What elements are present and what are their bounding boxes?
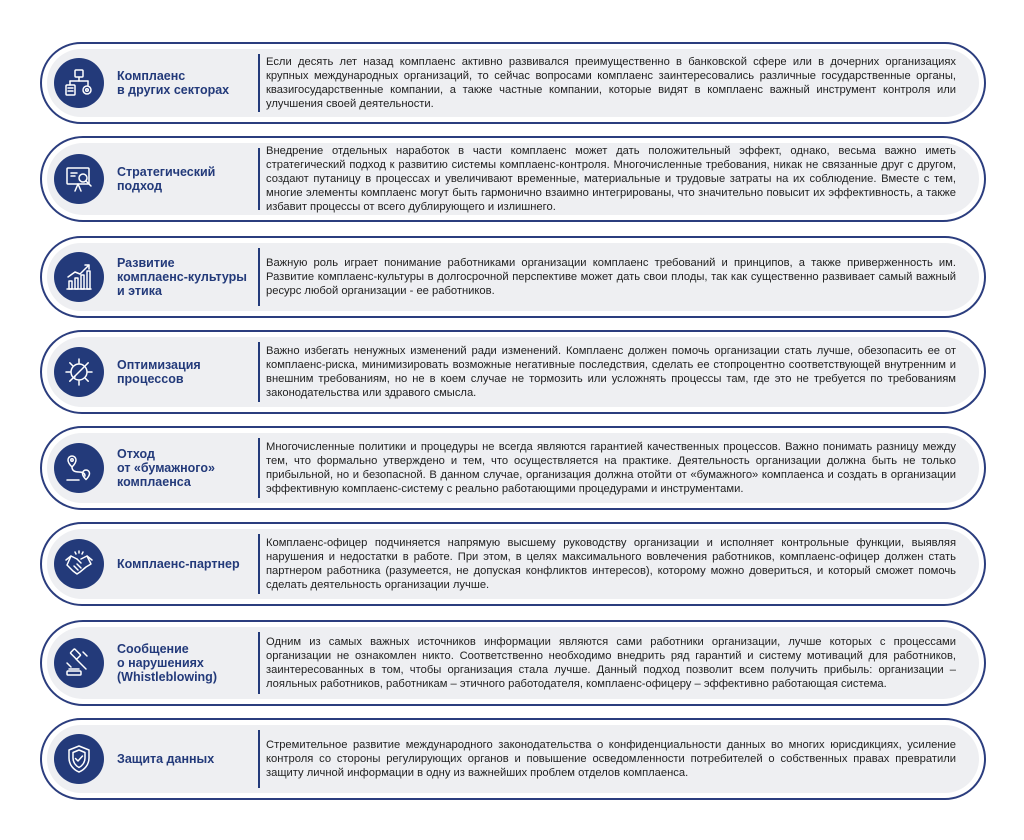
list-item	[40, 136, 986, 222]
divider	[258, 730, 260, 788]
item-title: Сообщение о нарушениях (Whistleblowing)	[117, 642, 217, 684]
item-description: Одним из самых важных источников информации являются сами работники организации, лучше которых с процессами организации не ознакомлен никто. Соответственно необходимо внедрить ряд гарантий и систему мотиваций для работников, заинтересованных в том, чтобы организация стала лучше. Данный подход позволит всем получить прибыль: организации – лояльных работников, работникам – этичного работодателя, комплаенс-офицеру – эффективно работающая система.	[266, 636, 956, 690]
item-title: Оптимизация процессов	[117, 358, 201, 386]
divider	[258, 534, 260, 594]
org-structure-icon	[54, 58, 104, 108]
divider	[258, 342, 260, 402]
list-item	[40, 330, 986, 414]
gear-pencil-icon	[54, 347, 104, 397]
divider	[258, 248, 260, 306]
list-item	[40, 236, 986, 318]
list-item	[40, 522, 986, 606]
list-item	[40, 718, 986, 800]
item-description: Стремительное развитие международного законодательства о конфиденциальности данных во многих юрисдикциях, усиление контроля со стороны регулирующих органов и повышение осведомленности потребителей о собственных правах превратили защиту личной информации в одну из важнейших проблем отделов комплаенса.	[266, 739, 956, 779]
divider	[258, 632, 260, 694]
presentation-search-icon	[54, 154, 104, 204]
item-description: Важно избегать ненужных изменений ради изменений. Комплаенс должен помочь организации стать лучше, обезопасить ее от комплаенс-риска, минимизировать возможные негативные последствия, сделать ее стопроцентно соответствующей внутренним и внешним требованиям, но не в коем случае не тормозить или усложнять процессы там, где это не требуется по требованиям законодательства или здравого смысла.	[266, 345, 956, 399]
shield-check-icon	[54, 734, 104, 784]
handshake-icon	[54, 539, 104, 589]
item-description: Важную роль играет понимание работниками организации комплаенс требований и принципов, а также приверженность им. Развитие комплаенс-культуры в долгосрочной перспективе может дать свои плоды, так как существенно развивает самый важный ресурс любой организации - ее работников.	[266, 257, 956, 297]
divider	[258, 54, 260, 112]
divider	[258, 148, 260, 210]
item-title: Защита данных	[117, 752, 215, 766]
item-title: Отход от «бумажного» комплаенса	[117, 447, 215, 489]
item-description: Внедрение отдельных наработок в части комплаенс может дать положительный эффект, однако, весьма важно иметь стратегический подход к развитию системы комплаенс-контроля. Многочисленные требования, никак не связанные друг с другом, создают путаницу в процессах и увеличивают временные, материальные и трудовые затраты на их соблюдение. Вместе с тем, многие элементы комплаенс могут быть гармонично взаимно интегрированы, что значительно повысит их эффективность, а также избавит процессы от всего дублирующего и излишнего.	[266, 145, 956, 213]
item-title: Комплаенс в других секторах	[117, 69, 230, 97]
list-item	[40, 42, 986, 124]
item-description: Многочисленные политики и процедуры не всегда являются гарантией качественных процессов. Важно понимать разницу между тем, что формально утверждено и тем, что осуществляется на практике. Деятельность организации должна быть не только прибыльной, но и безопасной. В данном случае, организация должна отойти от «бумажного» комплаенса и создать в организации эффективную комплаенс-систему с реально работающими процедурами и инструментами.	[266, 441, 956, 495]
list-item	[40, 426, 986, 510]
list-item	[40, 620, 986, 706]
divider	[258, 438, 260, 498]
item-description: Если десять лет назад комплаенс активно развивался преимущественно в банковской сфере или в дочерних организациях крупных международных организаций, то сейчас вопросами комплаенс заинтересовались различные государственные органы, квазигосударственные компании, а также частные компании, которые видят в комплаенс важный инструмент контроля или улучшения своей деятельности.	[266, 56, 956, 110]
growth-chart-icon	[54, 252, 104, 302]
gavel-icon	[54, 638, 104, 688]
item-title: Комплаенс-партнер	[117, 557, 240, 571]
item-title: Стратегический подход	[117, 165, 216, 193]
item-title: Развитие комплаенс-культуры и этика	[117, 256, 247, 298]
item-description: Комплаенс-офицер подчиняется напрямую высшему руководству организации и исполняет контрольные функции, выявляя нарушения и недостатки в работе. При этом, в целях максимального вовлечения работников, комплаенс-офицер должен стать партнером работника (разумеется, не допуская конфликтов интересов), которому можно довериться, и который сможет помочь сделать деятельность организации лучше.	[266, 537, 956, 591]
route-pin-icon	[54, 443, 104, 493]
